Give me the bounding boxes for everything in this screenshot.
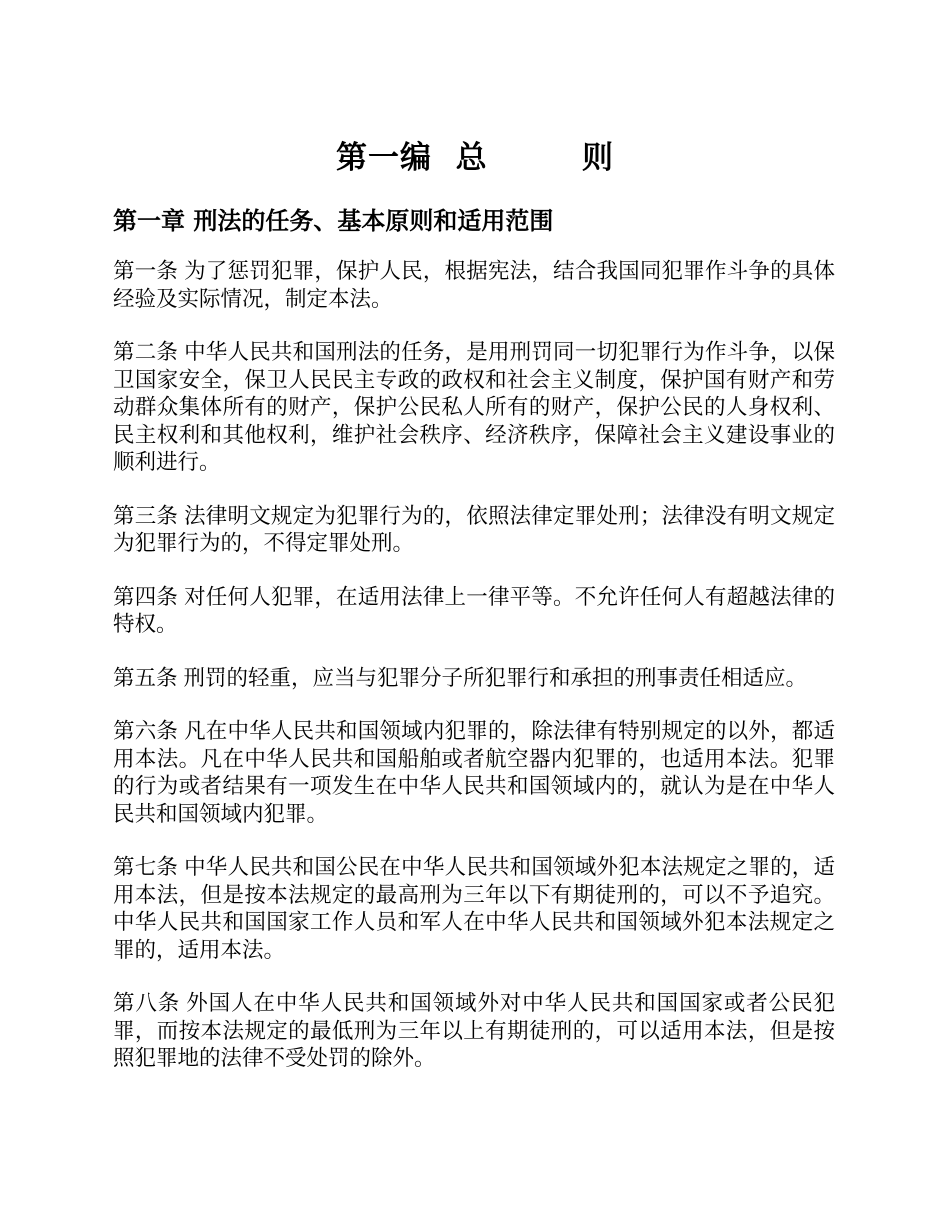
chapter-title: 第一章 刑法的任务、基本原则和适用范围 (113, 206, 554, 235)
article-list (113, 258, 835, 1099)
article-text: 中华人民共和国公民在中华人民共和国领域外犯本法规定之罪的，适用本法，但是按本法规定的最高刑为三年以下有期徒刑的，可以不予追究。中华人民共和国国家工作人员和军人在中华人民共和国领域外犯本法规定之罪的，适用本法。 (113, 855, 835, 963)
article-text: 中华人民共和国刑法的任务，是用刑罚同一切犯罪行为作斗争，以保卫国家安全，保卫人民民主专政的政权和社会主义制度，保护国有财产和劳动群众集体所有的财产，保护公民私人所有的财产，保护公民的人身权利、民主权利和其他权利，维护社会秩序、经济秩序，保障社会主义建设事业的顺利进行。 (113, 340, 835, 475)
article-number: 第五条 (113, 665, 178, 691)
article-text: 为了惩罚犯罪，保护人民，根据宪法，结合我国同犯罪作斗争的具体经验及实际情况，制定本法。 (113, 259, 835, 312)
article-3 (113, 503, 835, 558)
article-number: 第二条 (113, 340, 179, 365)
article-number: 第八条 (113, 991, 181, 1016)
article-number: 第七条 (113, 855, 179, 880)
article-2 (113, 339, 835, 477)
article-1 (113, 258, 835, 313)
article-5 (113, 665, 835, 693)
article-8 (113, 990, 835, 1073)
article-text: 刑罚的轻重，应当与犯罪分子所犯罪行和承担的刑事责任相适应。 (183, 665, 808, 691)
article-4 (113, 584, 835, 639)
article-number: 第三条 (113, 503, 179, 529)
article-6 (113, 718, 835, 828)
article-text: 对任何人犯罪，在适用法律上一律平等。不允许任何人有超越法律的特权。 (113, 584, 835, 637)
part-title: 第一编 总 则 (336, 140, 614, 176)
article-number: 第四条 (113, 584, 179, 610)
article-text: 法律明文规定为犯罪行为的，依照法律定罪处刑；法律没有明文规定为犯罪行为的，不得定罪处刑。 (113, 503, 835, 556)
article-number: 第一条 (113, 259, 179, 284)
article-7 (113, 854, 835, 964)
article-number: 第六条 (113, 719, 179, 744)
article-text: 凡在中华人民共和国领域内犯罪的，除法律有特别规定的以外，都适用本法。凡在中华人民共和国船舶或者航空器内犯罪的，也适用本法。犯罪的行为或者结果有一项发生在中华人民共和国领域内的，就认为是在中华人民共和国领域内犯罪。 (113, 719, 835, 827)
article-text: 外国人在中华人民共和国领域外对中华人民共和国国家或者公民犯罪，而按本法规定的最低刑为三年以上有期徒刑的，可以适用本法，但是按照犯罪地的法律不受处罚的除外。 (113, 991, 835, 1071)
